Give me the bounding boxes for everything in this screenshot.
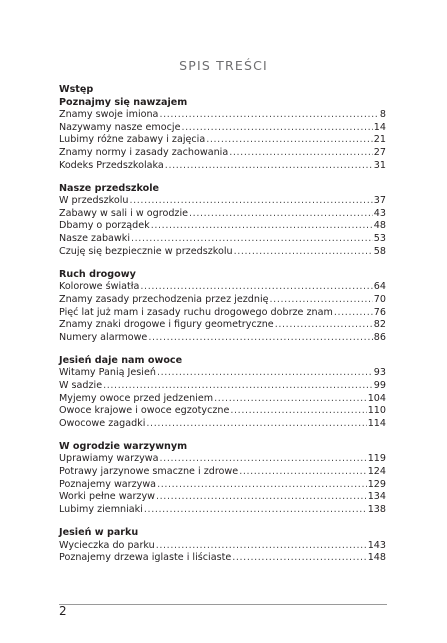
toc-entry bbox=[59, 453, 386, 466]
entry-page: 110 bbox=[367, 405, 386, 417]
entry-page: 93 bbox=[373, 367, 386, 379]
toc-entry bbox=[59, 109, 386, 122]
entry-title: Worki pełne warzyw bbox=[59, 491, 155, 503]
entry-title: Czuję się bezpiecznie w przedszkolu bbox=[59, 245, 233, 257]
toc-section bbox=[59, 527, 386, 565]
entry-title: Numery alarmowe bbox=[59, 331, 148, 343]
entry-title: Pięć lat już mam i zasady ruchu drogowego dobrze znam bbox=[59, 306, 333, 318]
entry-title: Znamy zasady przechodzenia przez jezdnię bbox=[59, 293, 269, 305]
entry-page: 138 bbox=[367, 503, 386, 515]
dot-leader bbox=[129, 195, 372, 208]
entry-title: W przedszkolu bbox=[59, 195, 129, 207]
footer-rule bbox=[59, 604, 387, 605]
entry-page: 134 bbox=[367, 491, 386, 503]
dot-leader bbox=[229, 147, 373, 160]
dot-leader bbox=[214, 393, 367, 406]
entry-title: Owocowe zagadki bbox=[59, 417, 146, 429]
entry-page: 124 bbox=[367, 466, 386, 478]
toc-entry bbox=[59, 491, 386, 504]
entry-title: Zabawy w sali i w ogrodzie bbox=[59, 207, 189, 219]
toc-entry bbox=[59, 393, 386, 406]
entry-title: Potrawy jarzynowe smaczne i zdrowe bbox=[59, 466, 239, 478]
dot-leader bbox=[230, 405, 366, 418]
dot-leader bbox=[140, 281, 372, 294]
toc-entry bbox=[59, 418, 386, 431]
entry-page: 104 bbox=[367, 392, 386, 404]
entry-title: Znamy znaki drogowe i figury geometryczne bbox=[59, 319, 274, 331]
entry-page: 31 bbox=[373, 159, 386, 171]
toc-section bbox=[59, 355, 386, 431]
toc-entry bbox=[59, 134, 386, 147]
toc-entry bbox=[59, 552, 386, 565]
entry-title: Poznajemy drzewa iglaste i liściaste bbox=[59, 552, 232, 564]
dot-leader bbox=[159, 109, 378, 122]
toc-section bbox=[59, 441, 386, 517]
dot-leader bbox=[156, 540, 367, 553]
dot-leader bbox=[146, 418, 366, 431]
entry-page: 37 bbox=[373, 195, 386, 207]
entry-page: 82 bbox=[373, 319, 386, 331]
dot-leader bbox=[144, 504, 367, 517]
entry-title: Nazywamy nasze emocje bbox=[59, 121, 181, 133]
toc-entry bbox=[59, 540, 386, 553]
toc-entry bbox=[59, 479, 386, 492]
entry-title: W sadzie bbox=[59, 379, 103, 391]
toc-entry bbox=[59, 332, 386, 345]
dot-leader bbox=[148, 332, 372, 345]
entry-page: 8 bbox=[379, 109, 386, 121]
section-heading: Nasze przedszkole bbox=[59, 182, 160, 194]
entry-page: 76 bbox=[373, 306, 386, 318]
dot-leader bbox=[270, 294, 373, 307]
entry-page: 86 bbox=[373, 331, 386, 343]
toc-entry bbox=[59, 281, 386, 294]
entry-page: 143 bbox=[367, 539, 386, 551]
dot-leader bbox=[165, 160, 373, 173]
entry-page: 129 bbox=[367, 478, 386, 490]
entry-title: Lubimy różne zabawy i zajęcia bbox=[59, 134, 206, 146]
toc-entry bbox=[59, 160, 386, 173]
toc-entry bbox=[59, 504, 386, 517]
dot-leader bbox=[232, 552, 366, 565]
dot-leader bbox=[156, 491, 367, 504]
toc-entry bbox=[59, 307, 386, 320]
dot-leader bbox=[160, 453, 367, 466]
dot-leader bbox=[131, 233, 373, 246]
toc-entry bbox=[59, 246, 386, 259]
toc-entry bbox=[59, 233, 386, 246]
dot-leader bbox=[157, 367, 373, 380]
toc-section bbox=[59, 269, 386, 345]
entry-page: 14 bbox=[373, 121, 386, 133]
toc-entry bbox=[59, 220, 386, 233]
entry-page: 119 bbox=[367, 453, 386, 465]
dot-leader bbox=[275, 319, 373, 332]
toc-entry bbox=[59, 405, 386, 418]
entry-page: 148 bbox=[367, 552, 386, 564]
dot-leader bbox=[103, 380, 373, 393]
toc-section bbox=[59, 183, 386, 259]
entry-page: 43 bbox=[373, 207, 386, 219]
table-of-contents bbox=[59, 84, 386, 575]
entry-page: 48 bbox=[373, 220, 386, 232]
toc-entry bbox=[59, 319, 386, 332]
entry-page: 64 bbox=[373, 281, 386, 293]
entry-page: 27 bbox=[373, 146, 386, 158]
toc-section bbox=[59, 84, 386, 172]
dot-leader bbox=[157, 479, 367, 492]
entry-title: Nasze zabawki bbox=[59, 233, 130, 245]
section-heading: W ogrodzie warzywnym bbox=[59, 440, 188, 452]
toc-entry bbox=[59, 380, 386, 393]
toc-entry bbox=[59, 294, 386, 307]
entry-title: Poznajemy warzywa bbox=[59, 478, 157, 490]
entry-title: Kodeks Przedszkolaka bbox=[59, 159, 164, 171]
section-heading: Poznajmy się nawzajem bbox=[59, 96, 188, 108]
toc-entry bbox=[59, 147, 386, 160]
section-heading: Wstęp bbox=[59, 84, 94, 95]
entry-page: 99 bbox=[373, 379, 386, 391]
entry-page: 21 bbox=[373, 134, 386, 146]
entry-title: Znamy swoje imiona bbox=[59, 109, 159, 121]
page-title: SPIS TREŚCI bbox=[179, 58, 268, 73]
entry-title: Witamy Panią Jesień bbox=[59, 367, 156, 379]
entry-page: 70 bbox=[373, 293, 386, 305]
entry-page: 53 bbox=[373, 233, 386, 245]
entry-page: 58 bbox=[373, 245, 386, 257]
toc-entry bbox=[59, 195, 386, 208]
toc-entry bbox=[59, 367, 386, 380]
entry-title: Lubimy ziemniaki bbox=[59, 503, 143, 515]
section-heading: Jesień w parku bbox=[59, 526, 139, 538]
entry-title: Myjemy owoce przed jedzeniem bbox=[59, 392, 214, 404]
entry-title: Znamy normy i zasady zachowania bbox=[59, 146, 229, 158]
dot-leader bbox=[239, 466, 367, 479]
toc-entry bbox=[59, 122, 386, 135]
entry-title: Uprawiamy warzywa bbox=[59, 453, 159, 465]
page-number: 2 bbox=[59, 604, 67, 618]
toc-entry bbox=[59, 208, 386, 221]
dot-leader bbox=[181, 122, 372, 135]
dot-leader bbox=[189, 208, 373, 221]
entry-title: Owoce krajowe i owoce egzotyczne bbox=[59, 405, 230, 417]
entry-page: 114 bbox=[367, 417, 386, 429]
entry-title: Wycieczka do parku bbox=[59, 539, 155, 551]
dot-leader bbox=[334, 307, 373, 320]
dot-leader bbox=[234, 246, 373, 259]
dot-leader bbox=[206, 134, 373, 147]
dot-leader bbox=[151, 220, 373, 233]
toc-entry bbox=[59, 466, 386, 479]
entry-title: Kolorowe światła bbox=[59, 281, 140, 293]
section-heading: Jesień daje nam owoce bbox=[59, 354, 183, 366]
entry-title: Dbamy o porządek bbox=[59, 220, 150, 232]
section-heading: Ruch drogowy bbox=[59, 268, 136, 280]
